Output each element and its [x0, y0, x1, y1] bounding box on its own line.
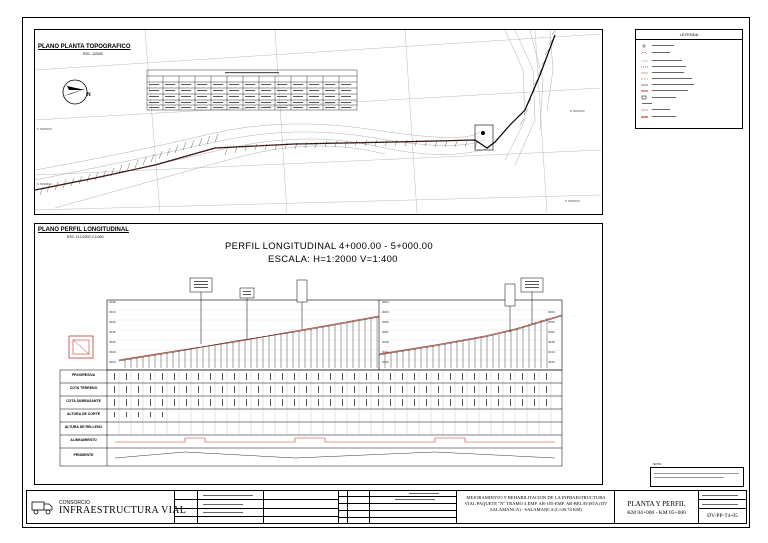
company-name: INFRAESTRUCTURA VIAL — [59, 505, 187, 516]
profile-row-label: PROGRESIVA — [71, 373, 96, 377]
notes-label: NOTA: — [653, 462, 662, 466]
sheet-title-cell — [615, 491, 699, 523]
profile-row-label: PENDIENTE — [73, 453, 94, 457]
svg-text:3060: 3060 — [382, 310, 389, 314]
legend-symbols — [640, 42, 740, 128]
plan-view-panel — [34, 29, 603, 215]
company-label: CONSORCIO — [59, 500, 90, 506]
profile-row-label: ALINEAMIENTO — [70, 438, 97, 442]
svg-text:3032: 3032 — [109, 340, 116, 344]
revisions-cell — [339, 491, 457, 523]
svg-text:3044: 3044 — [109, 310, 116, 314]
profile-drawing — [35, 224, 601, 483]
sheet-code-cell — [699, 491, 746, 523]
svg-text:3048: 3048 — [109, 300, 116, 304]
svg-text:N 8285400: N 8285400 — [570, 109, 585, 113]
svg-text:3044: 3044 — [548, 350, 555, 354]
svg-text:3036: 3036 — [109, 330, 116, 334]
notes-panel — [650, 462, 744, 487]
svg-text:3052: 3052 — [548, 330, 555, 334]
svg-text:3056: 3056 — [548, 320, 555, 324]
company-cell — [27, 491, 187, 523]
signatures-cell — [175, 491, 339, 523]
legend-title: LEYENDA — [679, 32, 699, 37]
profile-heading-scale: ESCALA: H=1:2000 V=1:400 — [268, 254, 398, 265]
svg-text:3056: 3056 — [382, 320, 389, 324]
project-description: MEJORAMIENTO Y REHABILITACION DE LA INFRAESTRUCTURA VIAL PAQUETE "N" TRAMO 4 EMP. AR-105-EMP. AR-BELAVISTA (DV SALAMANCA) - SALAMANCA (L=49.74 KM) — [464, 495, 608, 512]
sheet-code: DV-PP-T4-05 — [707, 513, 738, 519]
svg-text:3028: 3028 — [109, 350, 116, 354]
svg-text:3064: 3064 — [382, 300, 389, 304]
svg-text:3024: 3024 — [109, 360, 116, 364]
plan-title: PLANO PLANTA TOPOGRAFICO — [38, 44, 131, 50]
svg-text:3040: 3040 — [109, 320, 116, 324]
project-cell — [457, 491, 615, 523]
plan-drawing — [35, 30, 601, 213]
legend-panel — [635, 29, 743, 129]
profile-heading: PERFIL LONGITUDINAL 4+000.00 - 5+000.00 — [225, 241, 433, 252]
profile-row-label: COTA TERRENO — [69, 386, 98, 390]
sheet-range: KM 04+000 - KM 05+000 — [627, 510, 686, 516]
svg-text:3040: 3040 — [548, 360, 555, 364]
truck-logo-icon — [31, 499, 53, 515]
sheet-title: PLANTA Y PERFIL — [627, 500, 686, 508]
svg-text:3044: 3044 — [382, 350, 389, 354]
profile-title: PLANO PERFIL LONGITUDINAL — [38, 227, 129, 233]
svg-text:3048: 3048 — [548, 340, 555, 344]
svg-text:N 8284800: N 8284800 — [37, 182, 52, 186]
svg-text:N: N — [87, 92, 91, 98]
profile-row-label: ALTURA DE CORTE — [66, 412, 101, 416]
svg-text:3052: 3052 — [382, 330, 389, 334]
profile-row-label: COTA SUBRASANTE — [66, 399, 101, 403]
title-block — [26, 490, 747, 524]
svg-text:N 8285200: N 8285200 — [565, 199, 580, 203]
svg-text:3060: 3060 — [548, 310, 555, 314]
plan-scale: ESC. 1/2000 — [83, 52, 103, 56]
profile-scale: ESC. H-1/2000 V-1/400 — [67, 235, 104, 239]
profile-row-label: ALTURA DE RELLENO — [64, 425, 103, 429]
profile-view-panel — [34, 223, 603, 485]
svg-text:3048: 3048 — [382, 340, 389, 344]
svg-text:3040: 3040 — [382, 360, 389, 364]
svg-text:N 8285000: N 8285000 — [37, 127, 52, 131]
